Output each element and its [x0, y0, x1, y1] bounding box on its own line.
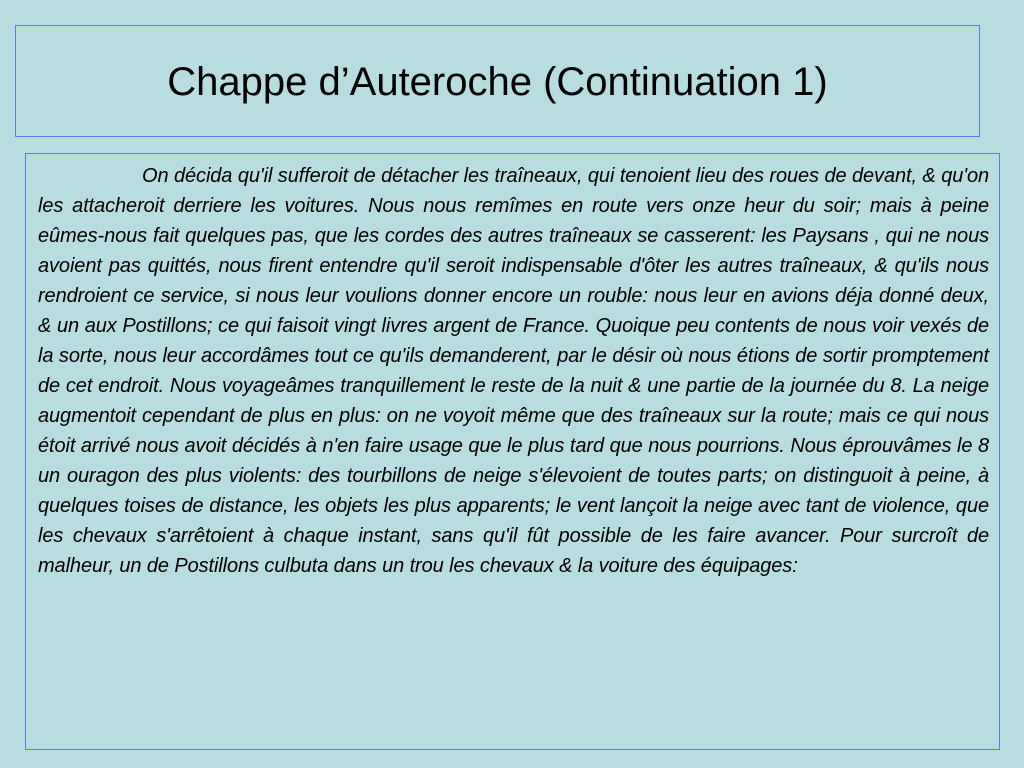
slide-title: Chappe d’Auteroche (Continuation 1)	[167, 59, 828, 104]
body-text-box	[25, 153, 1000, 750]
body-paragraph: On décida qu'il sufferoit de détacher les traîneaux, qui tenoient lieu des roues de devant, & qu'on les attacheroit derriere les voitures. Nous nous remîmes en route vers onze heur du soir; mais à peine eûmes-nous fait quelques pas, que les cordes des autres traîneaux se casserent: les Paysans , qui ne nous avoient pas quittés, nous firent entendre qu'il seroit indispensable d'ôter les autres traîneaux, & qu'ils nous rendroient ce service, si nous leur voulions donner encore un rouble: nous leur en avions déja donné deux, & un aux Postillons; ce qui faisoit vingt livres argent de France. Quoique peu contents de nous voir vexés de la sorte, nous leur accordâmes tout ce qu'ils demanderent, par le désir où nous étions de sortir promptement de cet endroit. Nous voyageâmes tranquillement le reste de la nuit & une partie de la journée du 8. La neige augmentoit cependant de plus en plus: on ne voyoit même que des traîneaux sur la route; mais ce qui nous étoit arrivé nous avoit décidés à n'en faire usage que le plus tard que nous pourrions. Nous éprouvâmes le 8 un ouragon des plus violents: des tourbillons de neige s'élevoient de toutes parts; on distinguoit à peine, à quelques toises de distance, les objets les plus apparents; le vent lançoit la neige avec tant de violence, que les chevaux s'arrêtoient à chaque instant, sans qu'il fût possible de les faire avancer. Pour surcroît de malheur, un de Postillons culbuta dans un trou les chevaux & la voiture des équipages:	[38, 165, 989, 577]
title-box	[15, 25, 980, 137]
